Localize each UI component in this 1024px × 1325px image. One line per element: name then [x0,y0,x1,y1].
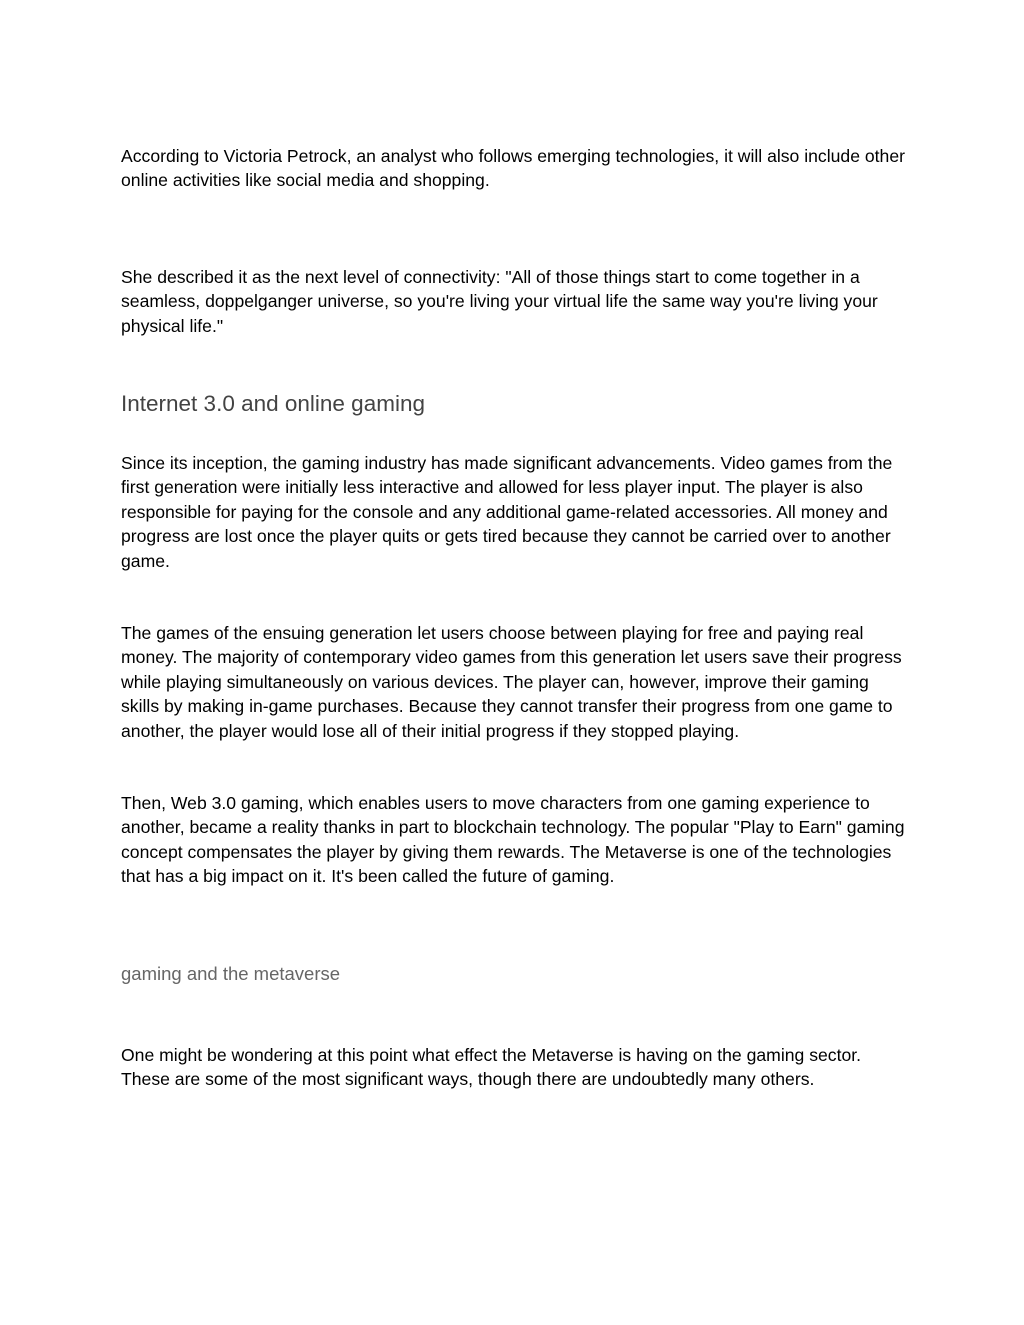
paragraph-web3-gaming: Then, Web 3.0 gaming, which enables users to move characters from one gaming experience to another, became a reality thanks in part to blockchain technology. The popular "Play to Earn" gaming concept compensates the player by giving them rewards. The Metaverse is one of the technologies that has a big impact on it. It's been called the future of gaming. [121,793,905,887]
paragraph-connectivity-quote: She described it as the next level of connectivity: "All of those things start to come together in a seamless, doppelganger universe, so you're living your virtual life the same way you're living your physical life." [121,267,878,336]
heading-gaming-metaverse: gaming and the metaverse [121,963,341,984]
paragraph-petrock-quote-intro: According to Victoria Petrock, an analyst who follows emerging technologies, it will also include other online activities like social media and shopping. [121,146,905,191]
paragraph-next-generation: The games of the ensuing generation let users choose between playing for free and paying real money. The majority of contemporary video games from this generation let users save their progress while playing simultaneously on various devices. The player can, however, improve their gaming skills by making in-game purchases. Because they cannot transfer their progress from one game to another, the player would lose all of their initial progress if they stopped playing. [121,623,902,741]
heading-internet-gaming: Internet 3.0 and online gaming [121,391,425,416]
paragraph-metaverse-effects: One might be wondering at this point what effect the Metaverse is having on the gaming sector. These are some of the most significant ways, though there are undoubtedly many others. [121,1045,862,1090]
paragraph-gaming-history: Since its inception, the gaming industry has made significant advancements. Video games from the first generation were initially less interactive and allowed for less player input. The player is also responsible for paying for the console and any additional game-related accessories. All money and progress are lost once the player quits or gets tired because they cannot be carried over to another game. [121,453,893,571]
